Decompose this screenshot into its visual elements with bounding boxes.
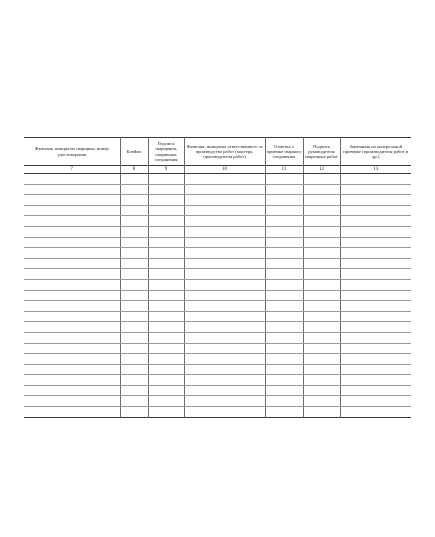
- table-cell[interactable]: [120, 375, 148, 386]
- table-cell[interactable]: [184, 184, 265, 195]
- table-cell[interactable]: [120, 279, 148, 290]
- column-number: 13: [340, 166, 411, 174]
- table-cell[interactable]: [184, 174, 265, 185]
- table-cell[interactable]: [148, 248, 184, 259]
- table-cell[interactable]: [303, 343, 340, 354]
- table-cell[interactable]: [265, 184, 303, 195]
- table-cell[interactable]: [303, 205, 340, 216]
- table-row: [24, 375, 411, 386]
- table-cell[interactable]: [184, 364, 265, 375]
- table-cell[interactable]: [24, 216, 120, 227]
- table-cell[interactable]: [120, 290, 148, 301]
- table-cell[interactable]: [24, 226, 120, 237]
- table-cell[interactable]: [340, 248, 411, 259]
- table-cell[interactable]: [148, 364, 184, 375]
- table-cell[interactable]: [148, 385, 184, 396]
- table-cell[interactable]: [184, 311, 265, 322]
- table-cell[interactable]: [148, 258, 184, 269]
- table-cell[interactable]: [265, 258, 303, 269]
- table-row: [24, 301, 411, 312]
- table-cell[interactable]: [24, 184, 120, 195]
- table-cell[interactable]: [265, 279, 303, 290]
- column-header-supervisor-signature: Подпись руководителя сварочных работ: [303, 138, 340, 166]
- table-cell[interactable]: [340, 301, 411, 312]
- table-row: [24, 354, 411, 365]
- table-cell[interactable]: [340, 279, 411, 290]
- table-row: [24, 385, 411, 396]
- table-cell[interactable]: [148, 343, 184, 354]
- table-cell[interactable]: [340, 237, 411, 248]
- table-row: [24, 205, 411, 216]
- table-cell[interactable]: [303, 332, 340, 343]
- table-cell[interactable]: [303, 216, 340, 227]
- table-cell[interactable]: [303, 258, 340, 269]
- table-cell[interactable]: [24, 343, 120, 354]
- table-cell[interactable]: [303, 301, 340, 312]
- table-cell[interactable]: [265, 385, 303, 396]
- table-cell[interactable]: [148, 237, 184, 248]
- table-cell[interactable]: [120, 195, 148, 206]
- table-cell[interactable]: [120, 226, 148, 237]
- table-cell[interactable]: [184, 343, 265, 354]
- table-cell[interactable]: [148, 354, 184, 365]
- table-cell[interactable]: [184, 216, 265, 227]
- table-cell[interactable]: [340, 322, 411, 333]
- table-row: [24, 174, 411, 185]
- table-cell[interactable]: [303, 226, 340, 237]
- table-row: [24, 364, 411, 375]
- table-cell[interactable]: [24, 205, 120, 216]
- column-header-welder-signatures: Подпися сварщиков, сваривших соединения: [148, 138, 184, 166]
- table-cell[interactable]: [303, 195, 340, 206]
- column-number: 8: [120, 166, 148, 174]
- table-cell[interactable]: [265, 375, 303, 386]
- table-cell[interactable]: [148, 174, 184, 185]
- column-number: 11: [265, 166, 303, 174]
- table-cell[interactable]: [24, 322, 120, 333]
- column-number: 10: [184, 166, 265, 174]
- table-cell[interactable]: [148, 205, 184, 216]
- table-cell[interactable]: [265, 237, 303, 248]
- table-cell[interactable]: [120, 174, 148, 185]
- table-cell[interactable]: [184, 332, 265, 343]
- table-row: [24, 396, 411, 407]
- table-cell[interactable]: [303, 407, 340, 418]
- table-cell[interactable]: [303, 248, 340, 259]
- table-cell[interactable]: [340, 332, 411, 343]
- table-cell[interactable]: [24, 269, 120, 280]
- table-cell[interactable]: [120, 216, 148, 227]
- welding-log-table: [24, 137, 411, 418]
- table-cell[interactable]: [148, 216, 184, 227]
- table-cell[interactable]: [24, 396, 120, 407]
- table-row: [24, 279, 411, 290]
- table-cell[interactable]: [120, 301, 148, 312]
- table-cell[interactable]: [265, 174, 303, 185]
- table-cell[interactable]: [24, 290, 120, 301]
- table-cell[interactable]: [148, 332, 184, 343]
- table-cell[interactable]: [148, 322, 184, 333]
- table-cell[interactable]: [148, 396, 184, 407]
- column-header-acceptance-mark: Отметка о приемке сварного соединения: [265, 138, 303, 166]
- table-cell[interactable]: [120, 396, 148, 407]
- table-cell[interactable]: [340, 396, 411, 407]
- table-cell[interactable]: [148, 407, 184, 418]
- table-cell[interactable]: [24, 407, 120, 418]
- table-cell[interactable]: [265, 216, 303, 227]
- table-cell[interactable]: [184, 258, 265, 269]
- table-row: [24, 184, 411, 195]
- table-cell[interactable]: [303, 237, 340, 248]
- table-cell[interactable]: [24, 375, 120, 386]
- table-cell[interactable]: [120, 248, 148, 259]
- header-row: [24, 138, 411, 166]
- table-cell[interactable]: [303, 322, 340, 333]
- table-cell[interactable]: [120, 343, 148, 354]
- table-cell[interactable]: [340, 311, 411, 322]
- table-cell[interactable]: [184, 354, 265, 365]
- table-cell[interactable]: [120, 322, 148, 333]
- table-cell[interactable]: [120, 311, 148, 322]
- column-header-responsible-person: Фамилия, инициалы ответственного за производство работ (мастера, производителя работ): [184, 138, 265, 166]
- table-cell[interactable]: [340, 184, 411, 195]
- table-cell[interactable]: [148, 269, 184, 280]
- table-cell[interactable]: [340, 364, 411, 375]
- table-row: [24, 248, 411, 259]
- table-cell[interactable]: [340, 258, 411, 269]
- table-cell[interactable]: [265, 226, 303, 237]
- table-cell[interactable]: [24, 301, 120, 312]
- table-cell[interactable]: [303, 396, 340, 407]
- column-header-welder-name: Фамилия, инициалы сварщика, номер удостоверения: [34, 146, 109, 157]
- table-cell[interactable]: [24, 258, 120, 269]
- table-cell[interactable]: [120, 184, 148, 195]
- table-cell[interactable]: [265, 322, 303, 333]
- table-cell[interactable]: [120, 407, 148, 418]
- table-cell[interactable]: [184, 407, 265, 418]
- table-row: [24, 258, 411, 269]
- table-cell[interactable]: [265, 354, 303, 365]
- table-cell[interactable]: [265, 195, 303, 206]
- table-cell[interactable]: [184, 195, 265, 206]
- table-cell[interactable]: [340, 174, 411, 185]
- table-cell[interactable]: [184, 237, 265, 248]
- table-cell[interactable]: [184, 205, 265, 216]
- table-cell[interactable]: [184, 248, 265, 259]
- table-cell[interactable]: [303, 184, 340, 195]
- table-cell[interactable]: [184, 375, 265, 386]
- table-cell[interactable]: [303, 279, 340, 290]
- table-cell[interactable]: [24, 311, 120, 322]
- table-cell[interactable]: [184, 290, 265, 301]
- table-row: [24, 407, 411, 418]
- table-row: [24, 322, 411, 333]
- table-cell[interactable]: [148, 375, 184, 386]
- table-cell[interactable]: [24, 237, 120, 248]
- table-cell[interactable]: [184, 396, 265, 407]
- table-row: [24, 269, 411, 280]
- table-cell[interactable]: [265, 396, 303, 407]
- table-cell[interactable]: [184, 269, 265, 280]
- table-cell[interactable]: [148, 195, 184, 206]
- table-cell[interactable]: [340, 269, 411, 280]
- table-row: [24, 343, 411, 354]
- table-cell[interactable]: [120, 332, 148, 343]
- table-cell[interactable]: [24, 385, 120, 396]
- table-cell[interactable]: [340, 290, 411, 301]
- table-cell[interactable]: [340, 216, 411, 227]
- table-row: [24, 311, 411, 322]
- table-cell[interactable]: [265, 364, 303, 375]
- table-cell[interactable]: [148, 184, 184, 195]
- table-cell[interactable]: [184, 322, 265, 333]
- table-cell[interactable]: [265, 343, 303, 354]
- table-row: [24, 237, 411, 248]
- table-cell[interactable]: [340, 385, 411, 396]
- welding-log-page: [24, 137, 411, 418]
- table-cell[interactable]: [340, 407, 411, 418]
- table-cell[interactable]: [24, 195, 120, 206]
- column-header-stamp: Клеймо: [120, 138, 148, 166]
- table-cell[interactable]: [340, 205, 411, 216]
- table-cell[interactable]: [148, 301, 184, 312]
- table-cell[interactable]: [120, 237, 148, 248]
- log-body: [24, 174, 411, 418]
- table-cell[interactable]: [303, 269, 340, 280]
- table-cell[interactable]: [265, 205, 303, 216]
- column-header-inspection-remarks: Замечания по контрольной проверке (производителя работ и др.): [340, 138, 411, 166]
- table-row: [24, 290, 411, 301]
- table-cell[interactable]: [24, 248, 120, 259]
- column-number: 9: [148, 166, 184, 174]
- table-cell[interactable]: [303, 375, 340, 386]
- table-cell[interactable]: [265, 301, 303, 312]
- table-cell[interactable]: [148, 279, 184, 290]
- table-cell[interactable]: [303, 354, 340, 365]
- table-cell[interactable]: [303, 290, 340, 301]
- table-cell[interactable]: [265, 269, 303, 280]
- table-cell[interactable]: [303, 385, 340, 396]
- table-cell[interactable]: [340, 375, 411, 386]
- table-cell[interactable]: [24, 279, 120, 290]
- column-number: 12: [303, 166, 340, 174]
- table-cell[interactable]: [24, 364, 120, 375]
- column-number-row: [24, 166, 411, 174]
- table-cell[interactable]: [24, 354, 120, 365]
- table-cell[interactable]: [340, 354, 411, 365]
- table-cell[interactable]: [340, 195, 411, 206]
- table-cell[interactable]: [265, 290, 303, 301]
- table-cell[interactable]: [184, 385, 265, 396]
- table-cell[interactable]: [120, 205, 148, 216]
- table-cell[interactable]: [120, 354, 148, 365]
- table-cell[interactable]: [340, 226, 411, 237]
- table-row: [24, 226, 411, 237]
- table-cell[interactable]: [303, 364, 340, 375]
- table-cell[interactable]: [120, 269, 148, 280]
- table-cell[interactable]: [303, 311, 340, 322]
- table-cell[interactable]: [148, 226, 184, 237]
- table-row: [24, 195, 411, 206]
- table-cell[interactable]: [184, 301, 265, 312]
- table-cell[interactable]: [340, 343, 411, 354]
- table-cell[interactable]: [148, 290, 184, 301]
- table-cell[interactable]: [265, 311, 303, 322]
- table-cell[interactable]: [184, 279, 265, 290]
- table-cell[interactable]: [24, 174, 120, 185]
- table-cell[interactable]: [120, 258, 148, 269]
- table-row: [24, 332, 411, 343]
- column-number: 7: [24, 166, 120, 174]
- table-cell[interactable]: [265, 332, 303, 343]
- table-cell[interactable]: [303, 174, 340, 185]
- table-cell[interactable]: [184, 226, 265, 237]
- table-cell[interactable]: [265, 248, 303, 259]
- table-cell[interactable]: [265, 407, 303, 418]
- table-cell[interactable]: [120, 364, 148, 375]
- table-cell[interactable]: [120, 385, 148, 396]
- table-row: [24, 216, 411, 227]
- table-cell[interactable]: [148, 311, 184, 322]
- table-cell[interactable]: [24, 332, 120, 343]
